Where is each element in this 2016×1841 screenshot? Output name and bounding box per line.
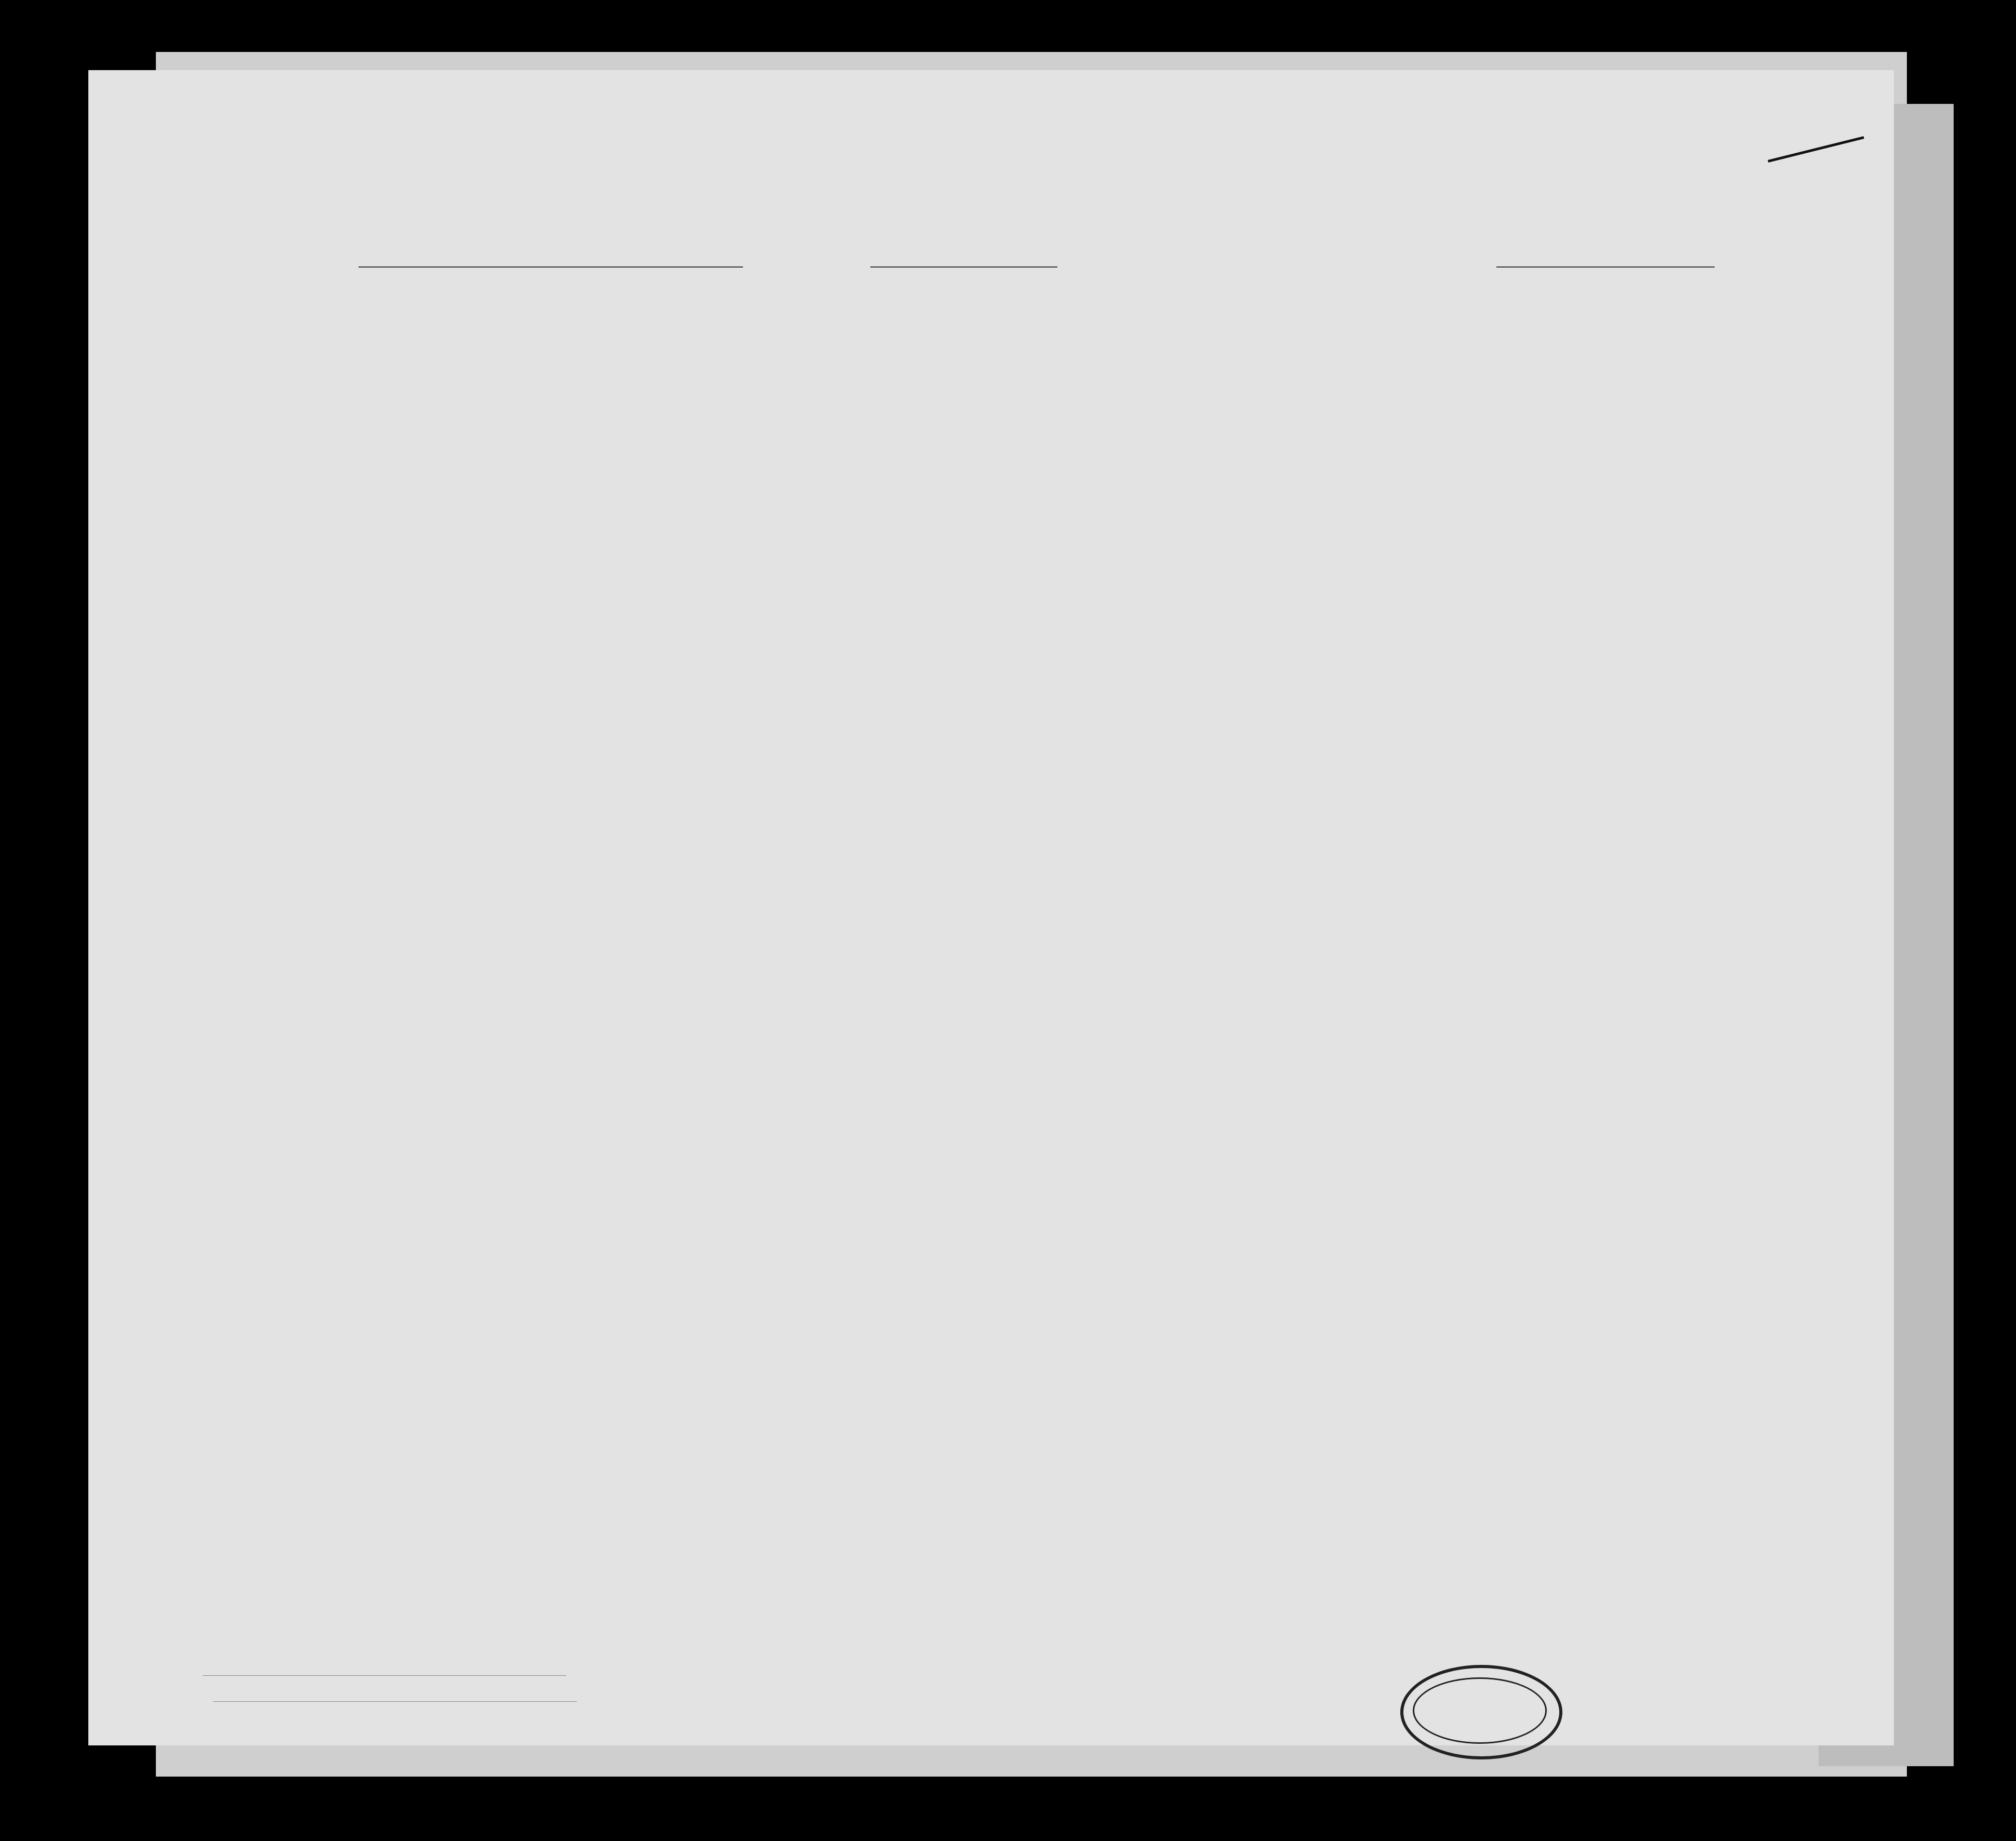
manifest-page	[88, 70, 1894, 1745]
office-stamp	[1400, 1665, 1562, 1759]
sheet-underline	[1768, 136, 1864, 163]
